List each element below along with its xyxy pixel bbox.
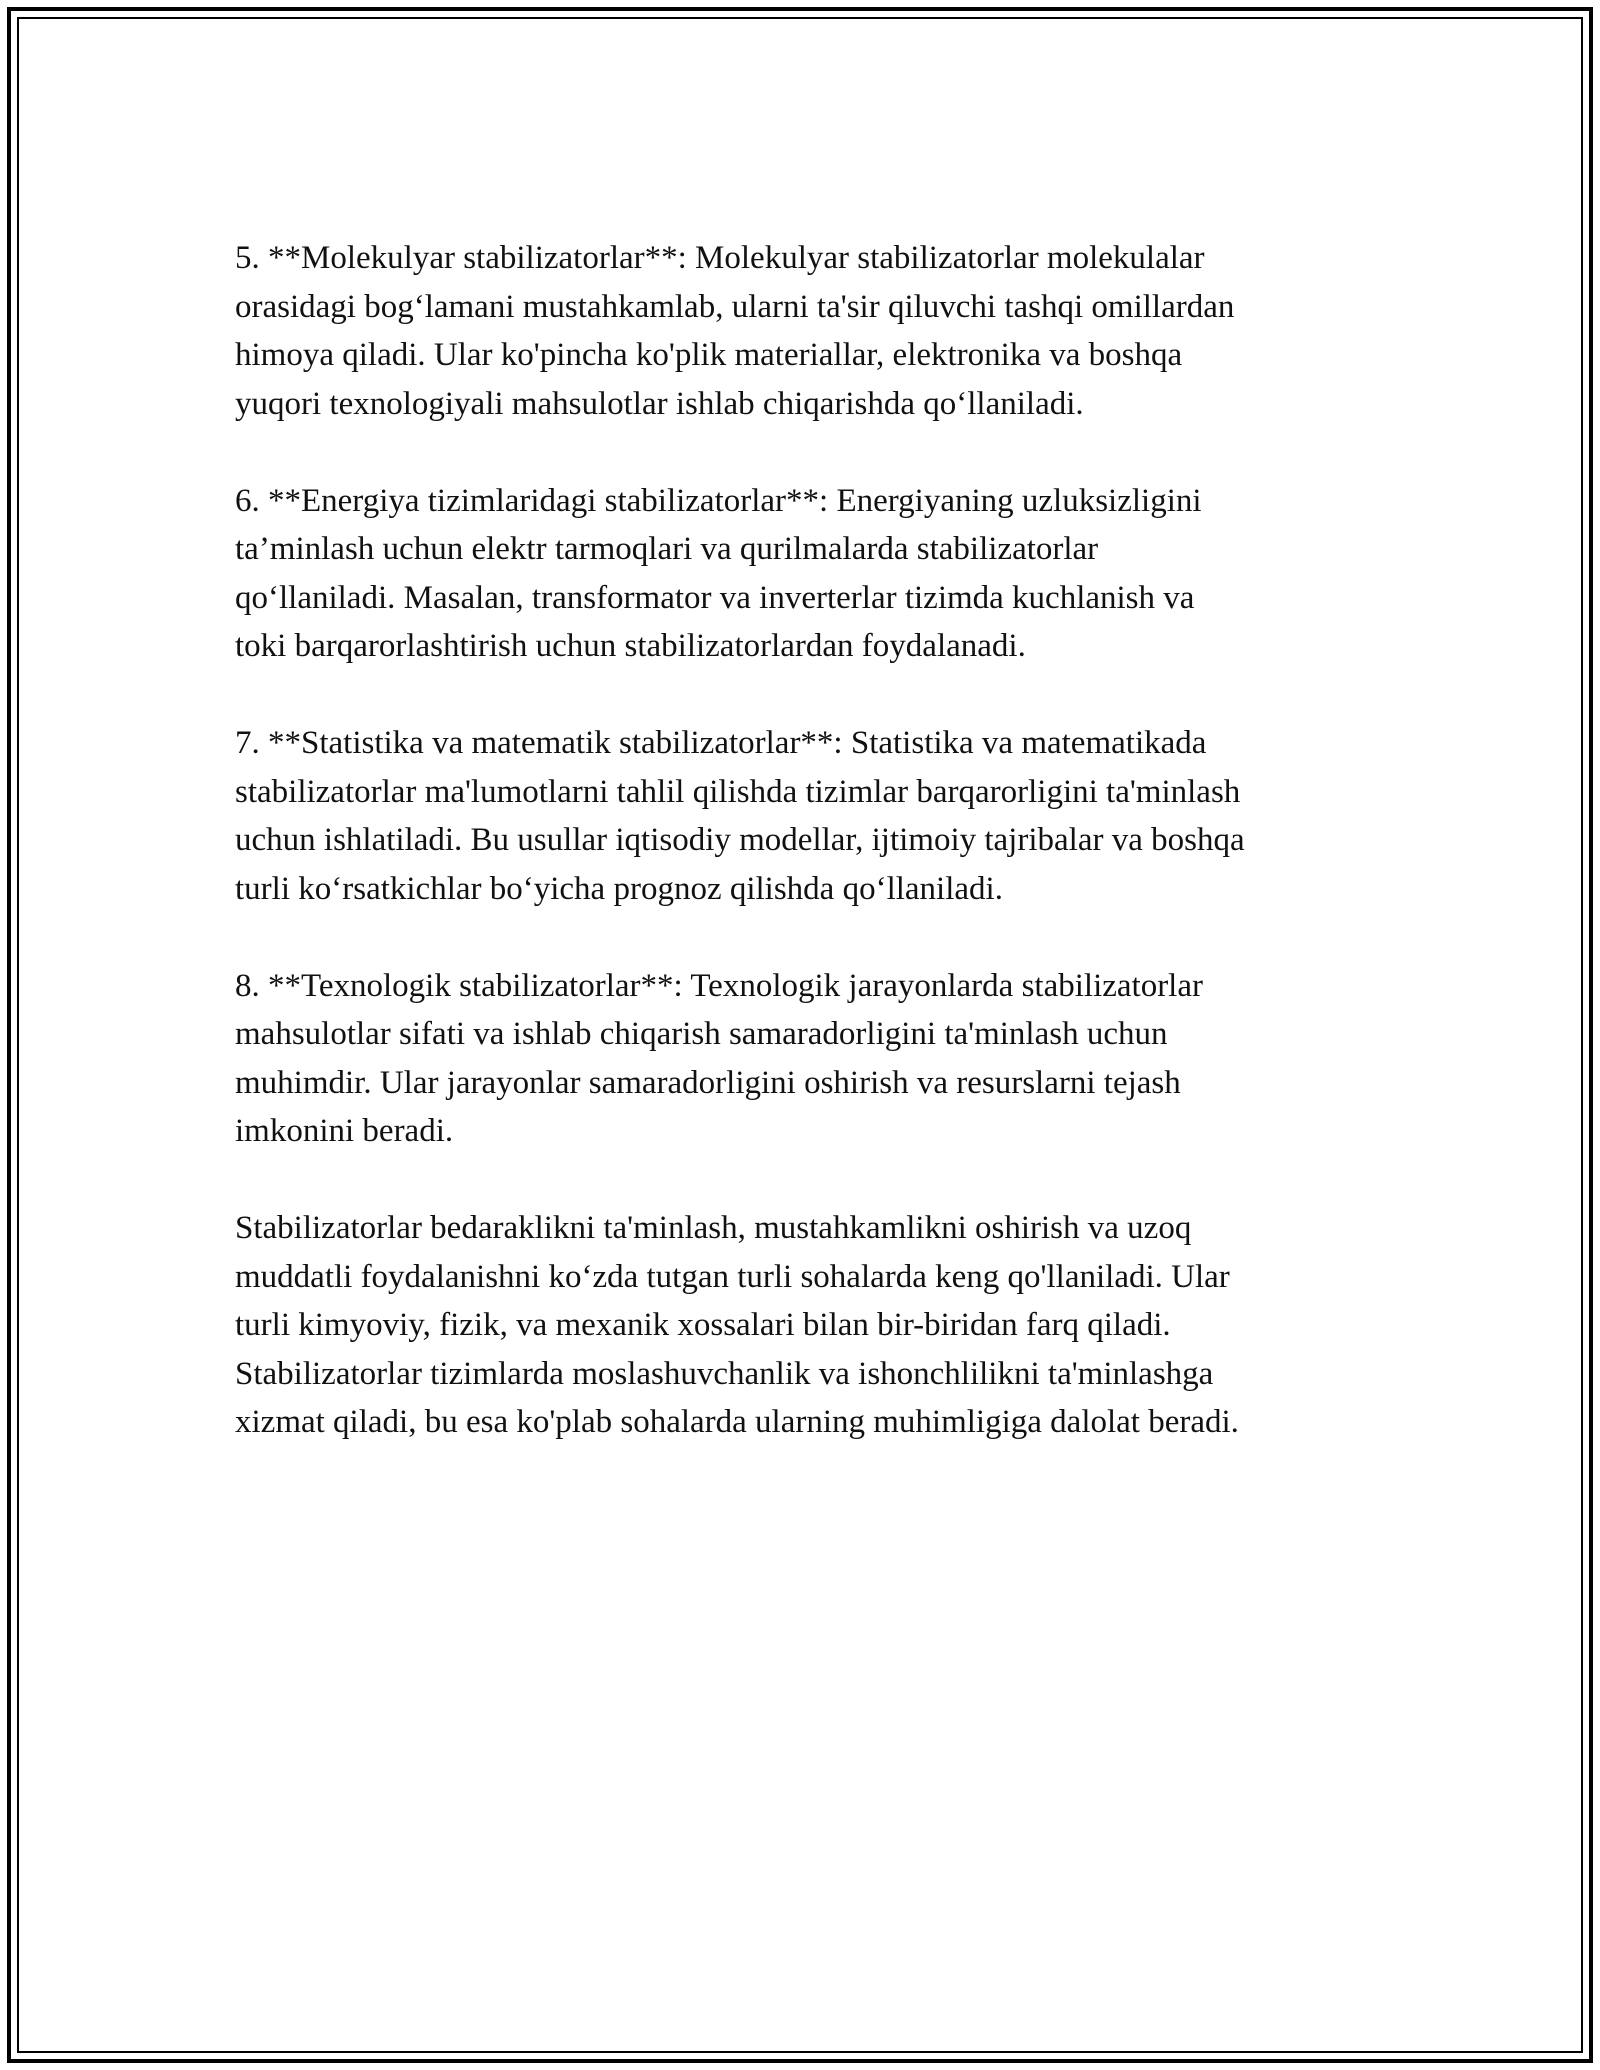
document-body bbox=[235, 234, 1365, 1495]
paragraph-energiya-stabilizatorlar: 6. **Energiya tizimlaridagi stabilizatorlar**: Energiyaning uzluksizligini ta’minlash uchun elektr tarmoqlari va qurilmalarda stabilizatorlar qo‘llaniladi. Masalan, transformator va inverterlar tizimda kuchlanish va toki barqarorlashtirish uchun stabilizatorlardan foydalanadi. bbox=[235, 482, 1202, 664]
paragraph-molekulyar-stabilizatorlar: 5. **Molekulyar stabilizatorlar**: Molekulyar stabilizatorlar molekulalar orasidagi bog‘lamani mustahkamlab, ularni ta'sir qiluvchi tashqi omillardan himoya qiladi. Ular ko'pincha ko'plik materiallar, elektronika va boshqa yuqori texnologiyali mahsulotlar ishlab chiqarishda qo‘llaniladi. bbox=[235, 240, 1235, 422]
paragraph-statistika-stabilizatorlar: 7. **Statistika va matematik stabilizatorlar**: Statistika va matematikada stabilizatorlar ma'lumotlarni tahlil qilishda tizimlar barqarorligini ta'minlash uchun ishlatiladi. Bu usullar iqtisodiy modellar, ijtimoiy tajribalar va boshqa turli ko‘rsatkichlar bo‘yicha prognoz qilishda qo‘llaniladi. bbox=[235, 725, 1245, 907]
paragraph-conclusion: Stabilizatorlar bedaraklikni ta'minlash, mustahkamlikni oshirish va uzoq muddatli foydalanishni ko‘zda tutgan turli sohalarda keng qo'llaniladi. Ular turli kimyoviy, fizik, va mexanik xossalari bilan bir-biridan farq qiladi. Stabilizatorlar tizimlarda moslashuvchanlik va ishonchlilikni ta'minlashga xizmat qiladi, bu esa ko'plab sohalarda ularning muhimligiga dalolat beradi. bbox=[235, 1210, 1239, 1440]
paragraph-texnologik-stabilizatorlar: 8. **Texnologik stabilizatorlar**: Texnologik jarayonlarda stabilizatorlar mahsulotlar sifati va ishlab chiqarish samaradorligini ta'minlash uchun muhimdir. Ular jarayonlar samaradorligini oshirish va resurslarni tejash imkonini beradi. bbox=[235, 967, 1203, 1149]
